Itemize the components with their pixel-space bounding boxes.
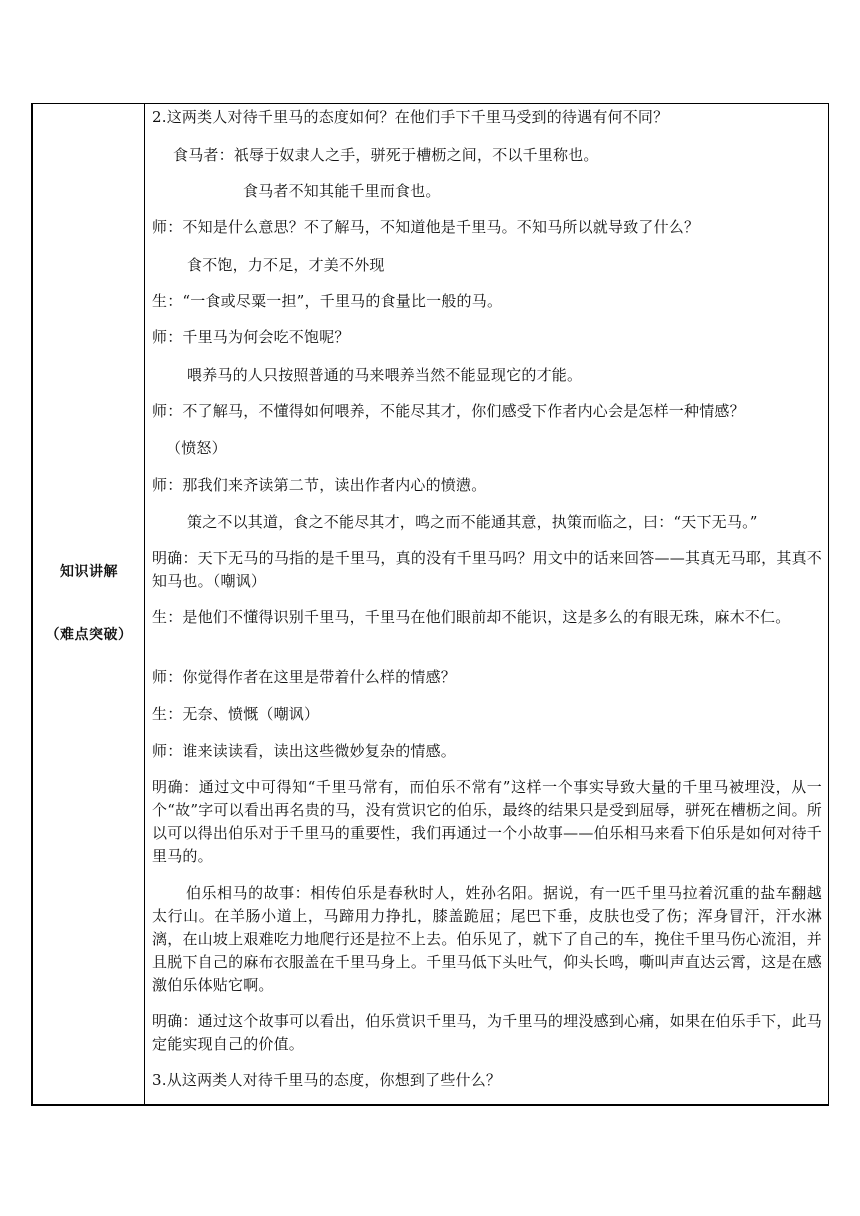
dialogue-teacher: 师：千里马为何会吃不饱呢？ [152,328,350,346]
clarification-paragraph: 明确：通过这个故事可以看出，伯乐赏识千里马，为千里马的埋没感到心痛，如果在伯乐手下，此马定能实现自己的价值。 [152,1012,822,1053]
dialogue-teacher: 师：谁来读读看，读出这些微妙复杂的情感。 [152,742,457,760]
content-cell [146,104,828,1104]
clarification-paragraph: 明确：天下无马的马指的是千里马，真的没有千里马吗？用文中的话来回答——其真无马耶，其真不知马也。（嘲讽） [152,549,822,590]
question-2: 2.这两类人对待千里马的态度如何？在他们手下千里马受到的待遇有何不同？ [152,108,669,126]
dialogue-student: 生：无奈、愤慨（嘲讽） [152,705,320,723]
quote-paragraph: 食马者：祇辱于奴隶人之手，骈死于槽枥之间，不以千里称也。 [173,146,599,164]
dialogue-student: 生：是他们不懂得识别千里马，千里马在他们眼前却不能识，这是多么的有眼无珠，麻木不仁。 [152,608,791,626]
dialogue-teacher: 师：不知是什么意思？不了解马，不知道他是千里马。不知马所以就导致了什么？ [152,218,700,236]
dialogue-teacher: 师：你觉得作者在这里是带着什么样的情感？ [152,668,457,686]
quote-paragraph: 食马者不知其能千里而食也。 [243,182,441,200]
quote-paragraph: 策之不以其道，食之不能尽其才，鸣之而不能通其意，执策而临之，曰：“天下无马。” [187,513,758,531]
dialogue-teacher: 师：那我们来齐读第二节，读出作者内心的愤懑。 [152,476,487,494]
dialogue-teacher: 师：不了解马，不懂得如何喂养，不能尽其才，你们感受下作者内心会是怎样一种情感？ [152,402,745,420]
story-paragraph: 伯乐相马的故事：相传伯乐是春秋时人，姓孙名阳。据说，有一匹千里马拉着沉重的盐车翻越太行山。在羊肠小道上，马蹄用力挣扎，膝盖跪屈；尾巴下垂，皮肤也受了伤；浑身冒汗，汗水淋漓，在山坡上艰难吃力地爬行还是拉不上去。伯乐见了，就下了自己的车，挽住千里马伤心流泪，并且脱下自己的麻布衣服盖在千里马身上。千里马低下头吐气，仰头长鸣，嘶叫声直达云霄，这是在感激伯乐体贴它啊。 [152,884,822,994]
section-label-subtitle: （难点突破） [45,627,133,643]
lesson-table [31,103,829,1106]
answer-paragraph: （愤怒） [166,439,227,457]
clarification-paragraph: 明确：通过文中可得知“千里马常有，而伯乐不常有”这样一个事实导致大量的千里马被埋没，从一个“故”字可以看出再名贵的马，没有赏识它的伯乐，最终的结果只是受到屈辱，骈死在槽枥之间。所以可以得出伯乐对于千里马的重要性，我们再通过一个小故事——伯乐相马来看下伯乐是如何对待千里马的。 [152,778,822,865]
section-label-cell [33,104,145,1104]
dialogue-student: 生：“一食或尽粟一担”，千里马的食量比一般的马。 [152,292,503,310]
question-3: 3.从这两类人对待千里马的态度，你想到了些什么？ [152,1071,502,1089]
section-label-title: 知识讲解 [60,564,118,580]
quote-paragraph: 食不饱，力不足，才美不外现 [187,256,385,274]
answer-paragraph: 喂养马的人只按照普通的马来喂养当然不能显现它的才能。 [187,366,583,384]
